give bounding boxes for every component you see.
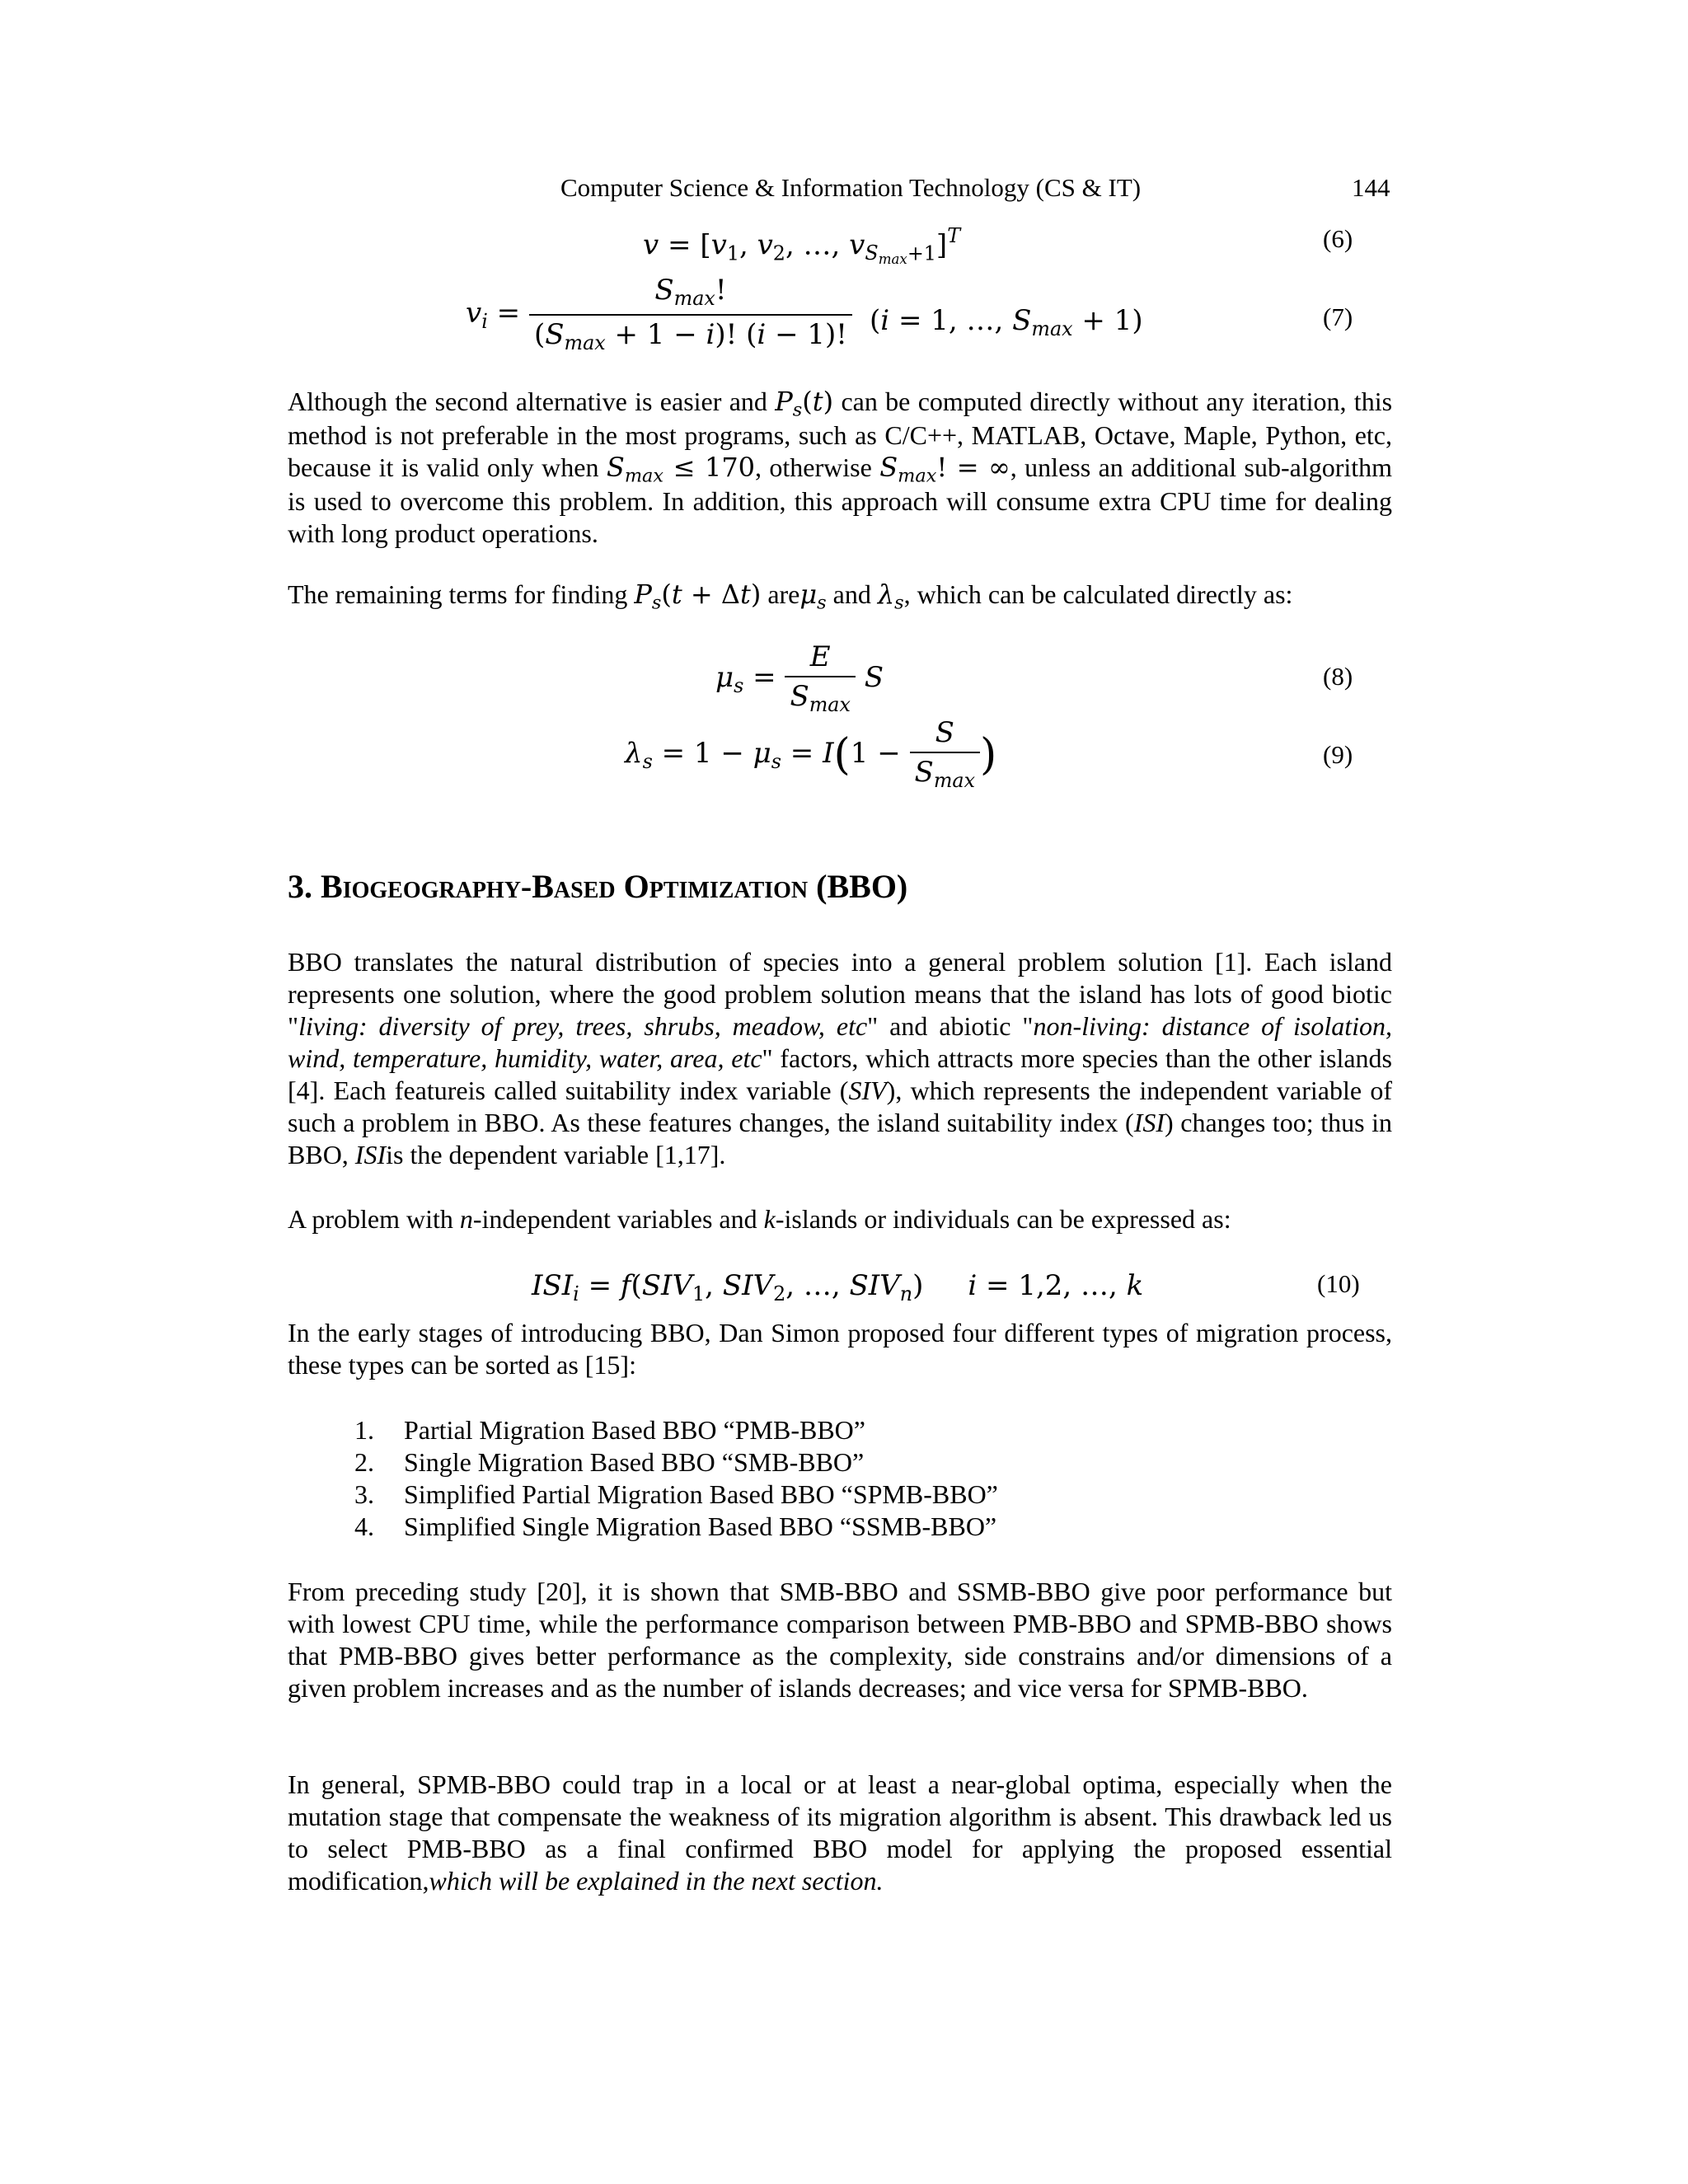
paragraph-migration-types: In the early stages of introducing BBO, Dan Simon proposed four different types of migration process, these types can be sorted as [15]:	[288, 1318, 1392, 1380]
paragraph-bbo-description: BBO translates the natural distribution of species into a general problem solution [1]. Each island represents one solution, where the good problem solution means that the island has lots of good biotic "living: diversity of prey, trees, shrubs, meadow, etc" and abiotic "non-living: distance of isolation, wind, temperature, humidity, water, area, etc" factors, which attracts more species than the other islands [4]. Each featureis called suitability index variable (SIV), which represents the independent variable of such a problem in BBO. As these features changes, the island suitability index (ISI) changes too; thus in BBO, ISIis the dependent variable [1,17].	[288, 947, 1393, 1169]
list-item: 2. Single Migration Based BBO “SMB-BBO”	[354, 1447, 865, 1477]
equation-10: $ISI_i = f(SIV_1$, $SIV_2$, …, $SIV_n$) i = 1,2, …, k	[532, 1269, 1144, 1306]
equation-7: $v_i$ = $\frac{S_{max}!}{(S_{max} + 1 - i)! (i - 1)!}$	[466, 276, 852, 354]
paragraph-preceding-study: From preceding study [20], it is shown that SMB-BBO and SSMB-BBO give poor performance but with lowest CPU time, while the performance comparison between PMB-BBO and SPMB-BBO shows that PMB-BBO gives better performance as the complexity, side constrains and/or dimensions of a given problem increases and as the number of islands decreases; and vice versa for SPMB-BBO.	[288, 1577, 1392, 1703]
equation-6: $v = [v_1$, $v_2$, …, $v_{S_{max}+1}]^T$	[643, 224, 961, 268]
list-item: 4. Simplified Single Migration Based BBO “SSMB-BBO”	[354, 1511, 997, 1541]
paragraph-alternative: Although the second alternative is easier and $P_s(t)$ can be computed directly without any iteration, this method is not preferable in the most programs, such as C/C++, MATLAB, Octave, Maple, Python, etc, because it is valid only when $S_{max} \le 170$, otherwise $S_{max}$! = ∞, unless an additional sub-algorithm is used to overcome this problem. In addition, this approach will consume extra CPU time for dealing with long product operations.	[288, 386, 1393, 549]
paragraph-remaining-terms: The remaining terms for finding $P_s(t + \Delta t)$ areμ$_s$ and $\lambda_s$, which can be calculated directly as:	[288, 579, 1293, 614]
running-header	[0, 173, 1688, 206]
list-item: 3. Simplified Partial Migration Based BBO “SPMB-BBO”	[354, 1479, 998, 1509]
equation-7-number: (7)	[1323, 302, 1353, 331]
paragraph-problem-expression: A problem with n-independent variables and k-islands or individuals can be expressed as:	[288, 1204, 1231, 1234]
list-item: 1. Partial Migration Based BBO “PMB-BBO”	[354, 1415, 865, 1445]
equation-9: $\lambda_s = 1 - \mu_s = I(1$ − $\frac{S}{S_{max}}$ )	[625, 716, 997, 793]
journal-title: Computer Science & Information Technology (CS & IT)	[560, 173, 1142, 202]
page-number: 144	[1352, 173, 1390, 202]
paragraph-conclusion: In general, SPMB-BBO could trap in a local or at least a near-global optima, especially when the mutation stage that compensate the weakness of its migration algorithm is absent. This drawback led us to select PMB-BBO as a final confirmed BBO model for applying the proposed essential modification,which will be explained in the next section.	[288, 1769, 1392, 1896]
equation-7-condition: (i = 1, …, $S_{max} + 1$)	[870, 304, 1143, 341]
equation-9-number: (9)	[1323, 740, 1353, 769]
equation-10-number: (10)	[1317, 1269, 1360, 1298]
equation-8: $\mu_s$ = $\frac{E}{S_{max}}$ S	[715, 640, 884, 717]
equation-6-number: (6)	[1323, 224, 1353, 253]
equation-8-number: (8)	[1323, 662, 1353, 691]
migration-types-list	[354, 1414, 998, 1543]
section-heading: 3. Biogeography-Based Optimization (BBO)	[288, 868, 908, 905]
